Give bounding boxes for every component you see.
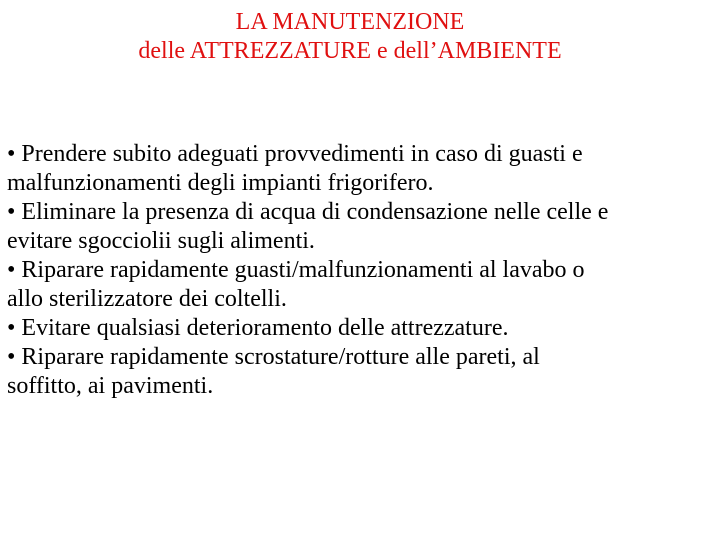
slide-title <box>0 8 700 66</box>
body-line-9: soffitto, ai pavimenti. <box>7 373 214 399</box>
slide-body <box>7 140 717 401</box>
body-line-7: • Evitare qualsiasi deterioramento delle attrezzature. <box>7 315 509 341</box>
body-line-3: • Eliminare la presenza di acqua di condensazione nelle celle e <box>7 199 609 225</box>
body-line-2: malfunzionamenti degli impianti frigorifero. <box>7 170 434 196</box>
body-line-4: evitare sgocciolii sugli alimenti. <box>7 228 315 254</box>
body-line-6: allo sterilizzatore dei coltelli. <box>7 286 287 312</box>
body-line-8: • Riparare rapidamente scrostature/rotture alle pareti, al <box>7 344 540 370</box>
title-line-1: LA MANUTENZIONE <box>235 9 465 35</box>
body-line-1: • Prendere subito adeguati provvedimenti in caso di guasti e <box>7 141 583 167</box>
body-line-5: • Riparare rapidamente guasti/malfunzionamenti al lavabo o <box>7 257 585 283</box>
title-line-2: delle ATTREZZATURE e dell’AMBIENTE <box>138 38 562 64</box>
